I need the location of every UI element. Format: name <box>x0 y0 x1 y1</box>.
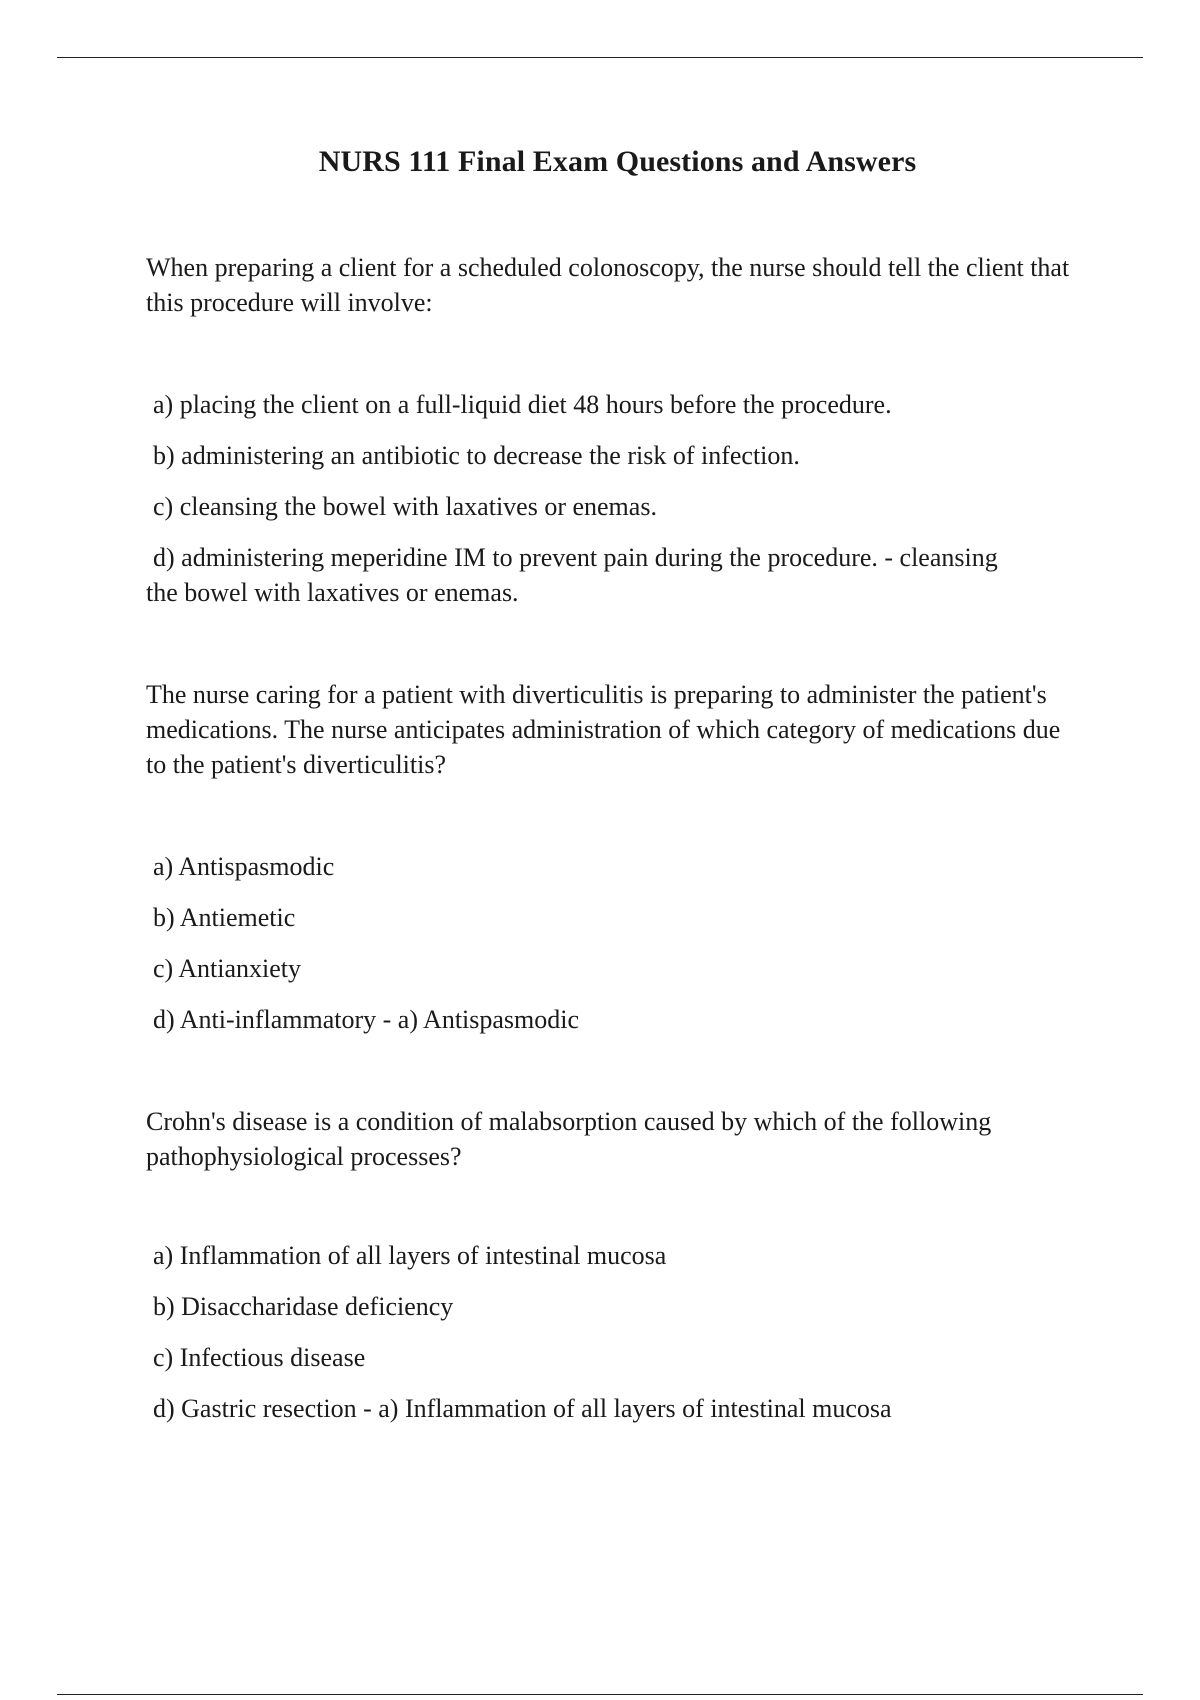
option-item: a) placing the client on a full-liquid diet 48 hours before the procedure. <box>153 390 892 419</box>
question-block-1 <box>146 250 1086 610</box>
question-list <box>146 250 1086 1426</box>
question-block-2 <box>146 677 1086 1037</box>
option-item-answer <box>146 540 1086 610</box>
option-item: c) Infectious disease <box>153 1343 366 1372</box>
question-text: When preparing a client for a scheduled colonoscopy, the nurse should tell the client that this procedure will involve: <box>146 253 1070 317</box>
option-item-answer: d) Gastric resection - a) Inflammation of all layers of intestinal mucosa <box>153 1394 892 1423</box>
option-text: d) administering meperidine IM to prevent pain during the procedure. - cleansing <box>153 543 998 572</box>
option-item: c) Antianxiety <box>153 954 302 983</box>
option-item: c) cleansing the bowel with laxatives or enemas. <box>153 492 657 521</box>
question-text: The nurse caring for a patient with diverticulitis is preparing to administer the patient's medications. The nurse anticipates administration of which category of medications due to the patient's diverticulitis? <box>146 680 1061 779</box>
option-list <box>146 387 1086 610</box>
top-rule <box>57 57 1143 58</box>
option-item: a) Inflammation of all layers of intestinal mucosa <box>153 1241 667 1270</box>
option-list <box>146 1238 1086 1426</box>
option-list <box>146 849 1086 1037</box>
document-title: NURS 111 Final Exam Questions and Answers <box>318 145 917 178</box>
answer-continuation: the bowel with laxatives or enemas. <box>146 578 519 607</box>
option-item: b) Antiemetic <box>153 903 296 932</box>
option-item: b) Disaccharidase deficiency <box>153 1292 454 1321</box>
question-text: Crohn's disease is a condition of malabsorption caused by which of the following pathophysiological processes? <box>146 1107 992 1171</box>
option-item-answer: d) Anti-inflammatory - a) Antispasmodic <box>153 1005 580 1034</box>
question-block-3 <box>146 1104 1086 1426</box>
bottom-rule <box>57 1694 1143 1695</box>
option-item: a) Antispasmodic <box>153 852 335 881</box>
option-item: b) administering an antibiotic to decrease the risk of infection. <box>153 441 800 470</box>
